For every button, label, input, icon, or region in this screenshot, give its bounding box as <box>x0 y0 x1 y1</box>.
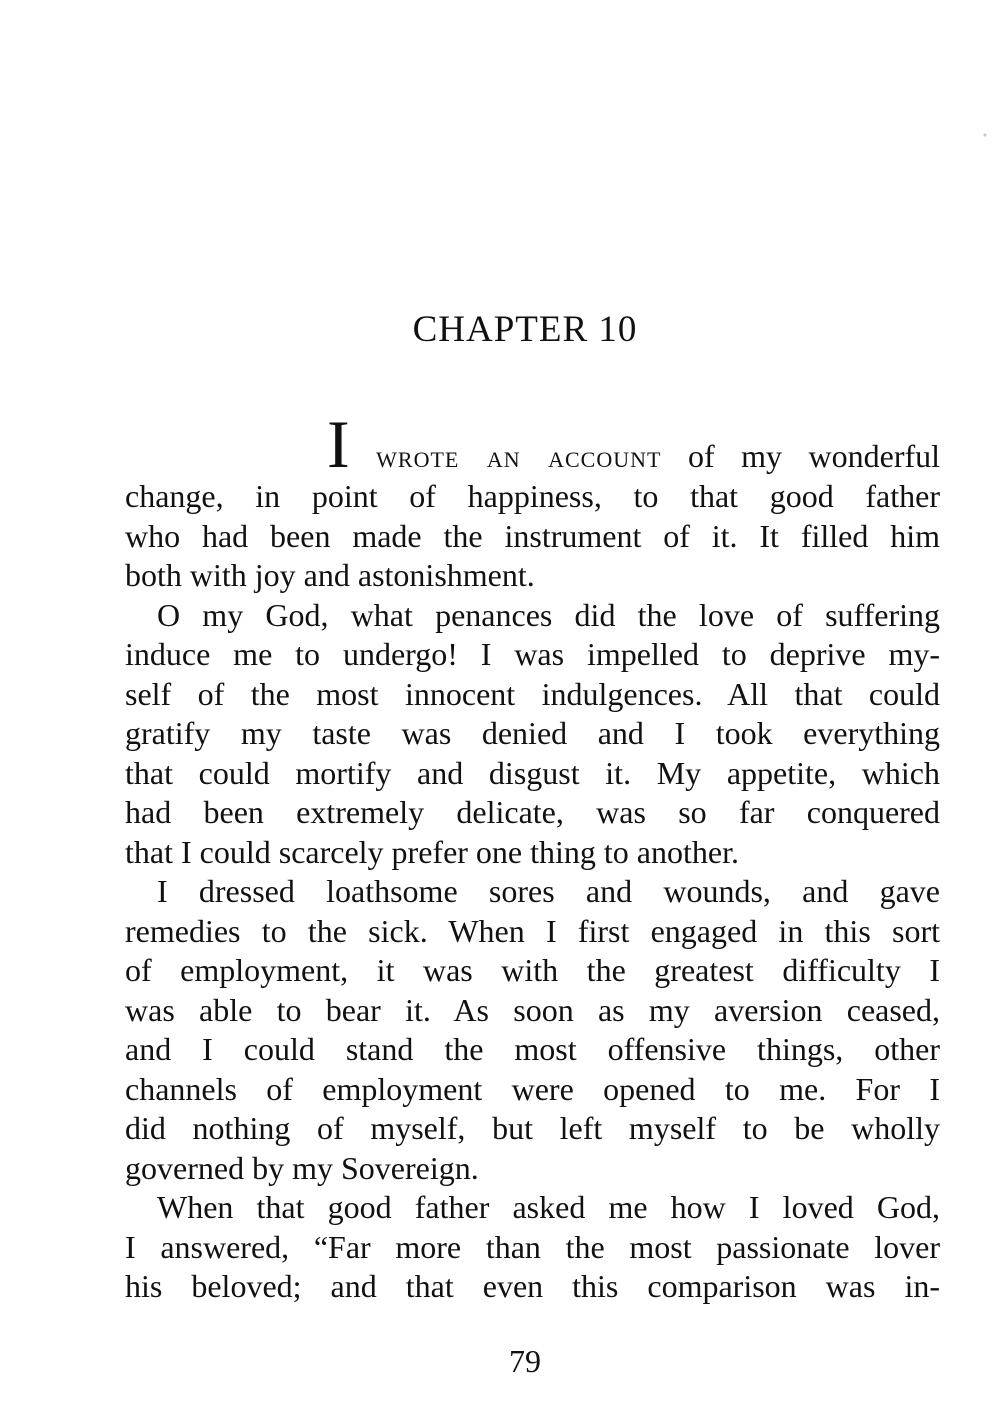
text-line: I dressed loathsome sores and wounds, and gave <box>157 873 940 909</box>
text-line: channels of employment were opened to me. For I <box>125 1071 940 1107</box>
text-line: gratify my taste was denied and I took everything <box>125 715 940 751</box>
text-line: both with joy and astonishment. <box>125 557 535 593</box>
text-line: change, in point of happiness, to that good father <box>125 478 940 514</box>
text-line: and I could stand the most offensive things, other <box>125 1031 940 1067</box>
text-line: had been extremely delicate, was so far conquered <box>125 794 940 830</box>
opening-rest: of my wonderful <box>687 438 941 474</box>
text-line: was able to bear it. As soon as my aversion ceased, <box>125 992 940 1028</box>
text-line: that I could scarcely prefer one thing to another. <box>125 834 739 870</box>
text-line: that could mortify and disgust it. My appetite, which <box>125 755 940 791</box>
opening-smallcaps: wrote an account <box>376 438 662 474</box>
text-line: governed by my Sovereign. <box>125 1150 479 1186</box>
text-line: remedies to the sick. When I first engaged in this sort <box>125 913 940 949</box>
text-line: of employment, it was with the greatest difficulty I <box>125 952 940 988</box>
text-line: did nothing of myself, but left myself to be wholly <box>125 1110 940 1146</box>
page-number: 79 <box>509 1343 541 1379</box>
drop-cap: I <box>327 406 350 482</box>
opening-line <box>327 406 941 482</box>
scan-speck <box>982 120 988 150</box>
chapter-title: CHAPTER 10 <box>412 309 638 350</box>
text-line: who had been made the instrument of it. It filled him <box>125 518 940 554</box>
text-line: When that good father asked me how I loved God, <box>157 1189 940 1225</box>
text-line: O my God, what penances did the love of suffering <box>157 597 940 633</box>
text-line: his beloved; and that even this comparison was in- <box>125 1268 940 1304</box>
text-line: induce me to undergo! I was impelled to deprive my- <box>125 636 940 672</box>
text-line: I answered, “Far more than the most passionate lover <box>125 1229 940 1265</box>
text-line: self of the most innocent indulgences. All that could <box>125 676 940 712</box>
